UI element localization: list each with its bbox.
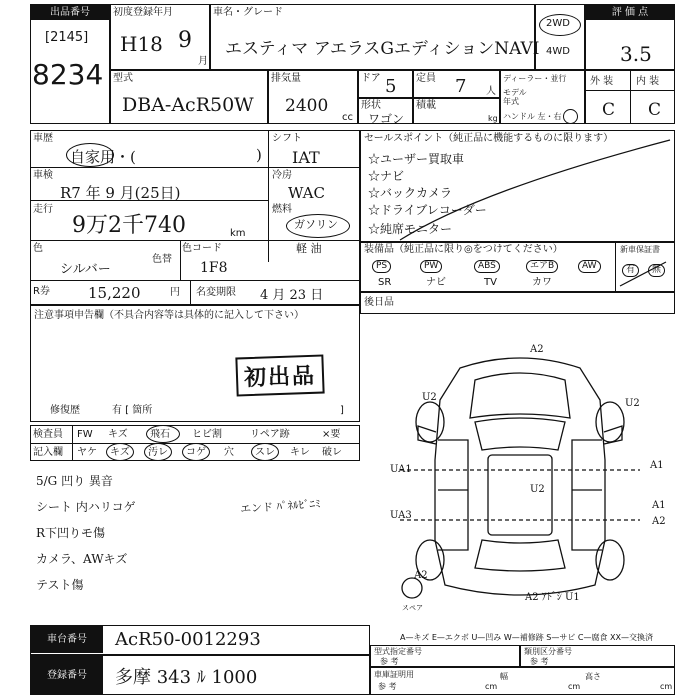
class-label: 類別区分番号: [524, 647, 572, 656]
drive-2wd: 2WD: [546, 18, 570, 29]
insp-cut: キレ: [290, 447, 310, 458]
history-close: ): [256, 146, 262, 164]
insp-chip-circle: [146, 425, 180, 443]
insp-scratch2: キズ: [110, 447, 130, 458]
mark-ua3: UA3: [390, 510, 412, 521]
shape-label: 形状: [361, 100, 381, 111]
warranty-yes: 有: [622, 264, 639, 277]
history-vdiv: [268, 130, 269, 262]
disp-value: 2400: [285, 96, 329, 116]
mark-u2-left: U2: [422, 392, 437, 403]
mileage-value: 9万2千740: [72, 213, 186, 238]
color-vdiv: [180, 240, 181, 280]
inspector-vdiv: [72, 425, 73, 461]
kg-unit: kg: [488, 114, 498, 123]
insp-fw: FW: [77, 429, 93, 440]
equip-tv: TV: [484, 277, 497, 288]
insp-scratch: キズ: [108, 429, 128, 440]
name-exp-value: 4 月 23 日: [260, 288, 324, 303]
history-label: 車歴: [33, 133, 53, 144]
door-value: 5: [385, 76, 397, 97]
history-value: 自家用・(: [70, 148, 136, 166]
drive-4wd: 4WD: [546, 46, 570, 57]
insp-hole: 穴: [224, 447, 234, 458]
width-label: 幅: [500, 672, 508, 681]
mileage-label: 走行: [33, 204, 53, 215]
type-label: 型式指定番号: [374, 647, 422, 656]
name-value: エスティマ アエラスGエディションNAVI: [225, 39, 540, 59]
inspector-label-2: 記入欄: [33, 447, 63, 458]
chassis-label: 車台番号: [31, 626, 103, 653]
insp-scorch: コゲ: [186, 447, 206, 458]
door-label: ドア: [361, 73, 381, 84]
fuel-diesel: 軽 油: [296, 242, 322, 255]
ac-value: WAC: [288, 184, 325, 202]
handle-label: ハンドル 左・右: [503, 112, 562, 121]
reg-year: H18: [120, 32, 163, 56]
shift-label: シフト: [272, 133, 302, 144]
height-label: 高さ: [585, 672, 601, 681]
hand-note-1: 5/G 凹り 異音: [36, 474, 113, 488]
score-label: 評 価 点: [586, 5, 674, 20]
equip-leather: カワ: [532, 277, 552, 288]
km-unit: km: [230, 228, 246, 239]
mark-a1-right2: A1: [652, 500, 666, 511]
insp-chip: 飛石: [150, 429, 170, 440]
reg-month: 9: [178, 28, 192, 53]
dealer-label: ディーラー・並行: [503, 74, 567, 83]
cap-unit: 人: [486, 86, 496, 97]
equip-abs: ABS: [474, 260, 500, 273]
repair-label: 修復歴: [50, 405, 80, 416]
inspector-label-1: 検査員: [33, 429, 63, 440]
handle-right-circle: [563, 109, 578, 124]
model-year-label: モデル年式: [503, 88, 527, 106]
hand-note-mid: エンド ﾊﾟﾈﾙﾋﾞﾆﾐ: [239, 497, 321, 516]
equip-sr: SR: [378, 277, 392, 288]
reg-label: 登録番号: [31, 656, 103, 695]
mark-rear-bumper: A2 ｱﾄﾞｼ U1: [525, 592, 580, 603]
insp-rub: スレ: [255, 447, 275, 458]
mark-a2-right: A2: [652, 516, 666, 527]
shift-value: IAT: [292, 148, 320, 167]
car-damage-diagram: [360, 340, 680, 620]
insp-crack: ヒビ割: [192, 429, 222, 440]
sales-slash-line: [360, 130, 675, 242]
recycle-value: 15,220: [88, 284, 141, 302]
later-box: [360, 292, 675, 314]
insp-rub-circle: [251, 443, 279, 461]
lot-small: [2145]: [45, 30, 89, 45]
sales-label: セールスポイント（純正品に機能するものに限ります）: [364, 133, 614, 144]
height-unit: cm: [660, 682, 673, 691]
fuel-gas: ガソリン: [294, 218, 338, 231]
equip-pw: PW: [420, 260, 442, 273]
shape-value: ワゴン: [368, 112, 405, 126]
hand-note-3: R下凹りモ傷: [36, 526, 106, 540]
cap-value: 7: [455, 76, 467, 97]
color-value: シルバー: [60, 262, 111, 277]
int-value: C: [648, 100, 662, 120]
disp-label: 排気量: [271, 73, 301, 84]
cap-label: 定員: [416, 73, 436, 84]
model-label: 型式: [113, 73, 133, 84]
mark-spare: スペア: [402, 604, 423, 612]
recycle-vdiv: [190, 280, 191, 305]
insp-tear: 破レ: [322, 447, 342, 458]
insp-dirt-circle: [144, 443, 172, 461]
extint-hline: [585, 90, 675, 91]
equip-navi: ナビ: [426, 277, 446, 288]
sales-point-3: ☆バックカメラ: [368, 186, 453, 200]
color-code-value: 1F8: [200, 260, 228, 276]
sales-point-2: ☆ナビ: [368, 169, 405, 183]
history-h3: [30, 240, 360, 241]
cc-unit: cc: [342, 112, 353, 123]
mark-a1-right: A1: [650, 460, 664, 471]
insp-dirt: 汚レ: [148, 447, 168, 458]
mark-a2-top: A2: [530, 344, 544, 355]
warranty-cross: [616, 256, 674, 290]
sales-point-1: ☆ユーザー買取車: [368, 152, 465, 166]
lot-label: 出品番号: [31, 5, 109, 20]
sales-point-4: ☆ドライブレコーダー: [368, 203, 487, 217]
private-circle: [66, 143, 114, 167]
hand-note-5: テスト傷: [36, 578, 84, 592]
score-value: 3.5: [620, 42, 652, 66]
equip-label: 装備品（純正品に限り◎をつけてください）: [364, 244, 563, 255]
insp-scratch2-circle: [106, 443, 134, 461]
width-unit: cm: [568, 682, 581, 691]
warranty-label: 新車保証書: [620, 245, 660, 254]
lot-number: 8234: [32, 58, 104, 91]
reg-year-label: 初度登録年月: [113, 7, 173, 18]
dims-box: [370, 667, 675, 695]
history-h1: [30, 167, 360, 168]
model-value: DBA-AcR50W: [122, 94, 254, 116]
equip-airbag: エアB: [526, 260, 558, 273]
yen-unit: 円: [170, 287, 180, 298]
later-label: 後日品: [364, 297, 394, 308]
ac-label: 冷房: [272, 170, 292, 181]
inspect-label: 車検: [33, 170, 53, 181]
hand-note-2: シート 内ハリコゲ: [36, 500, 136, 514]
len-label: 車庫証明用: [374, 670, 414, 679]
reg-value: 多摩 343 ﾙ 1000: [115, 667, 258, 688]
insp-burn: ヤケ: [77, 447, 97, 458]
load-label: 積載: [416, 100, 436, 111]
insp-need: ×要: [322, 429, 341, 440]
name-label: 車名・グレード: [213, 7, 283, 18]
hand-note-4: カメラ、AWキズ: [36, 552, 128, 566]
recycle-label: R券: [33, 286, 50, 297]
chassis-value: AcR50-0012293: [115, 629, 261, 650]
color-label: 色: [33, 243, 43, 254]
ext-value: C: [602, 100, 616, 120]
color-code-label: 色コード: [182, 243, 222, 254]
warranty-no: 無: [648, 264, 665, 277]
mark-u2-right: U2: [625, 398, 640, 409]
insp-repair: リペア跡: [250, 429, 290, 440]
sales-point-5: ☆純席モニター: [368, 222, 453, 236]
history-h4: [30, 280, 360, 281]
damage-legend: A—キズ E—エクボ U—凹み W—補修跡 S—サビ C—腐食 XX—交換済: [400, 633, 654, 642]
equip-aw: AW: [578, 260, 601, 273]
int-label: 内 装: [636, 76, 660, 87]
fuel-label: 燃料: [272, 204, 292, 215]
mark-u2-roof: U2: [530, 484, 545, 495]
repair-value: 有 [ 箇所: [112, 405, 153, 416]
equip-ps: PS: [372, 260, 391, 273]
class-sub: 参 考: [530, 657, 549, 666]
notes-label: 注意事項申告欄（不具合内容等は具体的に記入して下さい）: [34, 310, 304, 321]
month-unit: 月: [198, 56, 208, 67]
insp-scorch-circle: [182, 443, 210, 461]
len-sub: 参 考: [378, 682, 397, 691]
name-exp-label: 名変期限: [196, 287, 236, 298]
type-sub: 参 考: [380, 657, 399, 666]
repair-close: ]: [340, 405, 344, 416]
len-unit: cm: [485, 682, 498, 691]
ext-label: 外 装: [590, 76, 614, 87]
mark-a2-rear: A2: [414, 570, 428, 581]
first-listing-stamp: 初出品: [235, 354, 324, 396]
mark-ua1: UA1: [390, 464, 412, 475]
extint-divider: [630, 70, 631, 124]
inspect-value: R7 年 9 月(25日): [60, 184, 181, 202]
color-change-label: 色替: [152, 254, 172, 265]
